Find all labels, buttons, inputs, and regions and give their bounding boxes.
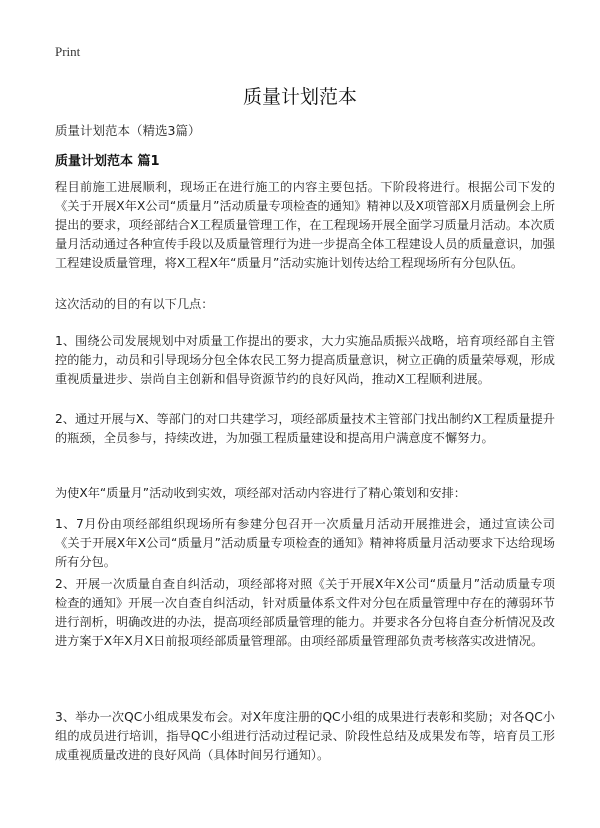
document-title: 质量计划范本 [242, 86, 357, 108]
paragraph-purpose-lead: 这次活动的目的有以下几点： [55, 297, 214, 311]
section-heading: 质量计划范本 篇1 [55, 154, 160, 169]
paragraph-plan-2: 2、开展一次质量自查自纠活动，项经部将对照《关于开展X年X公司“质量月”活动质量专项检查的通知》开展一次自查自纠活动，针对质量体系文件对分包在质量管理中存在的薄弱环节进行剖析，明确改进的办法，提高项经部质量管理的能力。并要求各分包将自查分析情况及改进方案于X年X月X日前报项经部质量管理部。由项经部质量管理部负责考核落实改进情况。 [55, 577, 555, 648]
paragraph-plan-1: 1、7月份由项经部组织现场所有参建分包召开一次质量月活动开展推进会，通过宣读公司《关于开展X年X公司“质量月”活动质量专项检查的通知》精神将质量月活动要求下达给现场所有分包。 [55, 517, 555, 569]
paragraph-plan-3: 3、举办一次QC小组成果发布会。对X年度注册的QC小组的成果进行表彰和奖励；对各QC小组的成员进行培训，指导QC小组进行活动过程记录、阶段性总结及成果发布等，培育员工形成重视质量改进的良好风尚（具体时间另行通知）。 [55, 710, 555, 762]
document-subtitle: 质量计划范本（精选3篇） [55, 123, 201, 138]
paragraph-purpose-2: 2、通过开展与X、等部门的对口共建学习，项经部质量技术主管部门找出制约X工程质量提升的瓶颈，全员参与，持续改进，为加强工程质量建设和提高用户满意度不懈努力。 [55, 412, 555, 445]
paragraph-intro: 程目前施工进展顺利，现场正在进行施工的内容主要包括。下阶段将进行。根据公司下发的《关于开展X年X公司“质量月”活动质量专项检查的通知》精神以及X项管部X月质量例会上所提出的要求，项经部结合X工程质量管理工作，在工程现场开展全面学习质量月活动。本次质量月活动通过各种宣传手段以及质量管理行为进一步提高全体工程建设人员的质量意识，加强工程建设质量管理，将X工程X年“质量月”活动实施计划传达给工程现场所有分包队伍。 [55, 180, 555, 270]
paragraph-purpose-1: 1、围绕公司发展规划中对质量工作提出的要求，大力实施品质振兴战略，培育项经部自主管控的能力，动员和引导现场分包全体农民工努力提高质量意识，树立正确的质量荣辱观，形成重视质量进步、崇尚自主创新和倡导资源节约的良好风尚，推动X工程顺利进展。 [55, 334, 555, 386]
print-label: Print [55, 44, 81, 59]
paragraph-plan-lead: 为使X年“质量月”活动收到实效，项经部对活动内容进行了精心策划和安排： [55, 486, 466, 500]
